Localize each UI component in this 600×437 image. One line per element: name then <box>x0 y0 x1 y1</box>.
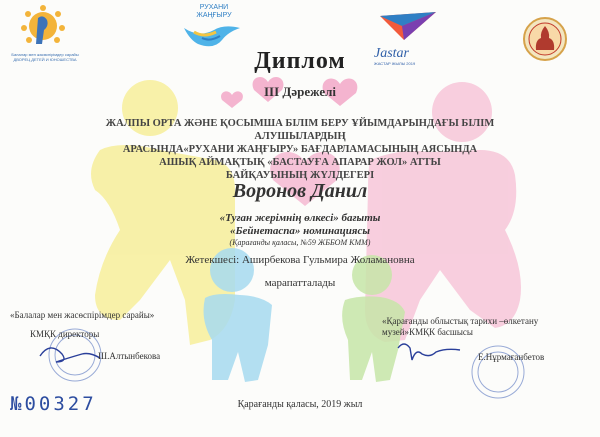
jastar-arrow-icon <box>374 10 444 42</box>
right-signatory-org <box>382 316 592 338</box>
heading-line: ЖАЛПЫ ОРТА ЖӘНЕ ҚОСЫМША БІЛІМ БЕРУ ҰЙЫМДАРЫНДАҒЫ БІЛІМ АЛУШЫЛАРДЫҢ <box>105 118 495 142</box>
sun-children-icon <box>12 4 74 52</box>
right-org-line1: «Қарағанды облыстық тарихи –өлкетану <box>382 316 539 326</box>
left-signatory-name: Ш.Алтынбекова <box>98 351 161 361</box>
heading-line: БАЙҚАУЫНЫҢ ЖҮЛДЕГЕРІ <box>225 170 375 181</box>
diploma-heading <box>60 117 540 182</box>
left-signatory-org <box>10 310 210 340</box>
serial-number: №00327 <box>10 393 97 415</box>
right-signature <box>398 344 460 360</box>
heading-line: АШЫҚ АЙМАҚТЫҚ «БАСТАУҒА АПАРАР ЖОЛ» АТТЫ <box>159 157 441 168</box>
left-org-line1: «Балалар мен жасөспірімдер сарайы» <box>10 310 155 320</box>
nomination-line: «Бейнетаспа» номинациясы <box>229 225 370 237</box>
right-org-line2: музей»КМҚК басшысы <box>382 327 473 337</box>
right-signatory-name: Е.Нұрмағанбетов <box>478 352 545 362</box>
awarded-line: марапатталады <box>264 277 336 289</box>
diploma-title: Диплом <box>254 48 346 74</box>
bird-icon <box>174 20 254 50</box>
diploma-degree: III Дәрежелі <box>263 84 337 99</box>
mentor-line: Жетекшесі: Аширбекова Гульмира Жоламановна <box>185 254 415 266</box>
left-logo-caption: Балалар мен жасөспірімдер сарайы ДВОРЕЦ ДЕТЕЙ И ЮНОШЕСТВА <box>11 52 79 62</box>
left-org-line2: КМҚК директоры <box>30 329 100 339</box>
city-year: Қарағанды қаласы, 2019 жыл <box>237 399 363 410</box>
school-organization: (Қарағанды қаласы, №59 ЖББОМ КММ) <box>229 238 371 247</box>
blue-figure <box>204 248 272 382</box>
direction-block <box>0 212 600 238</box>
jastar-logo-text: Jastar <box>374 46 409 61</box>
rukhani-logo-text: РУХАНИ ЖАҢҒЫРУ <box>196 4 232 19</box>
rukhani-logo <box>174 4 254 54</box>
direction-line: «Туған жерімнің өлкесі» бағыты <box>219 212 381 224</box>
recipient-name: Воронов Данил <box>232 180 368 202</box>
jastar-logo-subtext: ЖАСТАР ЖЫЛЫ 2019 <box>374 61 416 66</box>
heading-line: АРАСЫНДА«РУХАНИ ЖАҢҒЫРУ» БАҒДАРЛАМАСЫНЫҢ АЯСЫНДА <box>122 144 478 155</box>
